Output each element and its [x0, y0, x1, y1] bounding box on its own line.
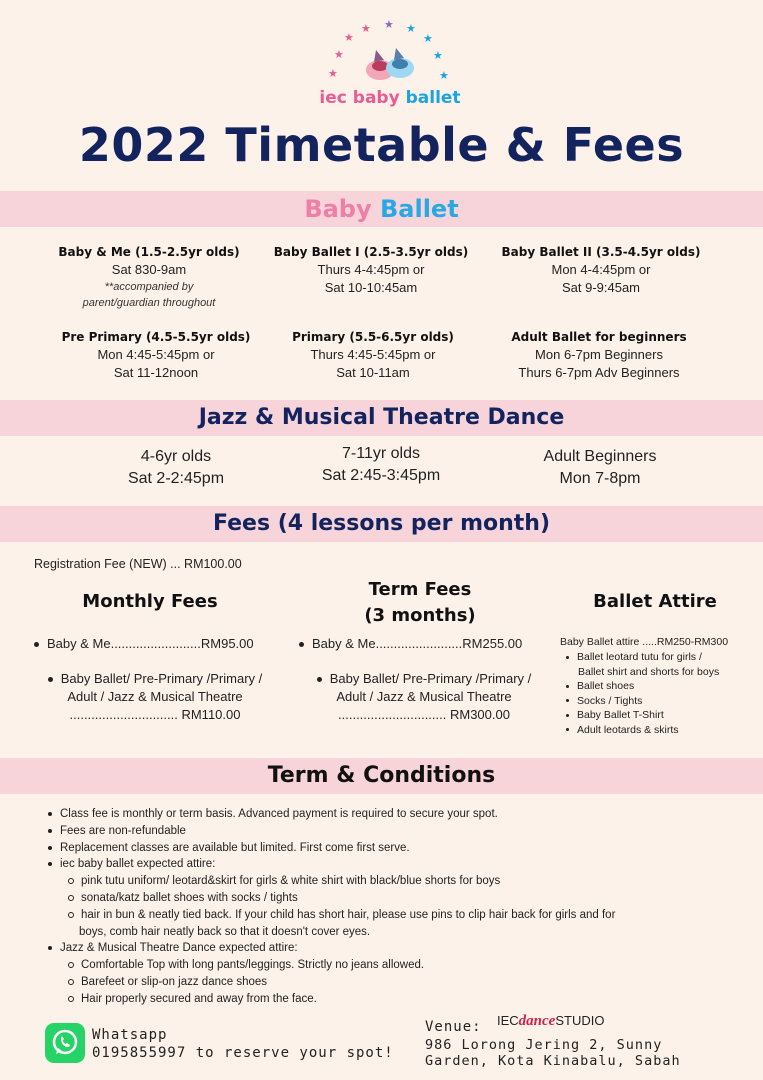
studio-logo-iec: IEC — [497, 1013, 519, 1028]
jazz-class-age: 4-6yr olds — [140, 448, 212, 465]
terms-subitem: hair in bun & neatly tied back. If your child has short hair, please use pins to clip hair back for girls and for — [48, 907, 748, 924]
terms-subitem: Hair properly secured and away from the face. — [48, 991, 748, 1008]
bullet-icon — [48, 829, 52, 833]
sub-bullet-icon — [68, 895, 74, 901]
terms-heading: Term & Conditions — [267, 763, 496, 788]
svg-text:★: ★ — [344, 31, 354, 44]
class-title: Baby Ballet I (2.5-3.5yr olds) — [273, 245, 469, 259]
bullet-icon — [48, 946, 52, 950]
jazz-class-kids — [96, 446, 256, 490]
logo-word-baby: baby — [352, 88, 400, 108]
bullet-icon — [566, 699, 569, 702]
jazz-class-age: Adult Beginners — [543, 448, 657, 465]
attire-item: Ballet leotard tutu for girls / — [566, 650, 756, 665]
ballet-attire-heading: Ballet Attire — [593, 591, 717, 612]
baby-ballet-heading-part1: Baby — [304, 195, 372, 223]
bullet-icon — [34, 642, 39, 647]
term-fees-heading-line1: Term Fees — [368, 579, 472, 600]
fee-text-line: Adult / Jazz & Musical Theatre — [336, 689, 512, 704]
bullet-icon — [48, 677, 53, 682]
terms-subitem: sonata/katz ballet shoes with socks / tights — [48, 890, 748, 907]
studio-logo-studio: STUDIO — [555, 1013, 605, 1028]
bullet-icon — [317, 677, 322, 682]
terms-subitem-cont: boys, comb hair neatly back so that it doesn't cover eyes. — [79, 925, 371, 938]
fee-text-line: Adult / Jazz & Musical Theatre — [67, 689, 243, 704]
terms-item: Jazz & Musical Theatre Dance expected attire: — [48, 940, 748, 957]
jazz-class-juniors — [296, 443, 466, 487]
class-title: Baby & Me (1.5-2.5yr olds) — [58, 245, 240, 259]
class-time: Sat 10-10:45am — [324, 280, 418, 295]
jazz-class-time: Sat 2:45-3:45pm — [321, 467, 441, 484]
svg-text:★: ★ — [423, 32, 433, 45]
monthly-fees-heading: Monthly Fees — [82, 591, 218, 612]
studio-logo-dance: dance — [518, 1013, 556, 1029]
class-note: parent/guardian throughout — [82, 297, 216, 309]
terms-subitem: Barefeet or slip-on jazz dance shoes — [48, 974, 748, 991]
bullet-icon — [566, 685, 569, 688]
attire-item-cont: Ballet shirt and shorts for boys — [578, 665, 720, 678]
whatsapp-icon[interactable] — [45, 1023, 85, 1063]
fee-text-line: .............................. RM110.00 — [69, 707, 241, 722]
class-baby-and-me — [40, 245, 258, 311]
class-title: Adult Ballet for beginners — [511, 330, 687, 344]
baby-ballet-heading-part2: Ballet — [379, 195, 459, 223]
studio-logo — [497, 1013, 604, 1030]
attire-item: Ballet shoes — [566, 679, 756, 694]
class-time: Sat 11-12noon — [113, 365, 199, 380]
svg-text:★: ★ — [439, 69, 449, 82]
ballet-shoes-star-logo-icon — [300, 10, 480, 90]
logo-word-iec: iec — [319, 88, 347, 108]
whatsapp-label: Whatsapp — [92, 1027, 168, 1043]
term-fee-baby-me — [299, 635, 522, 653]
class-pre-primary — [45, 330, 267, 382]
class-time: Thurs 6-7pm Adv Beginners — [518, 365, 680, 380]
svg-text:★: ★ — [406, 22, 416, 35]
class-time: Mon 4-4:45pm or — [551, 262, 651, 277]
attire-item: Adult leotards & skirts — [566, 723, 756, 738]
svg-text:★: ★ — [384, 18, 394, 31]
class-time: Thurs 4-4:45pm or — [317, 262, 425, 277]
class-note: **accompanied by — [104, 281, 194, 293]
class-title: Baby Ballet II (3.5-4.5yr olds) — [501, 245, 701, 259]
class-time: Sat 10-11am — [336, 365, 410, 380]
logo-word-ballet: ballet — [405, 88, 461, 108]
logo-wordmark — [300, 88, 480, 108]
terms-subitem: pink tutu uniform/ leotard&skirt for girls & white shirt with black/blue shorts for boys — [48, 873, 748, 890]
terms-item: iec baby ballet expected attire: — [48, 856, 748, 873]
attire-item: Baby Ballet T-Shirt — [566, 708, 756, 723]
jazz-class-adults — [510, 446, 690, 490]
monthly-fee-baby-me — [34, 635, 254, 653]
fee-text-line: Baby Ballet/ Pre-Primary /Primary / — [30, 670, 280, 688]
term-fees-heading-line2: (3 months) — [364, 605, 476, 626]
address-line2: Garden, Kota Kinabalu, Sabah — [425, 1053, 681, 1069]
monthly-fee-general — [30, 670, 280, 724]
terms-list — [48, 806, 748, 1008]
term-fees-heading — [310, 577, 530, 629]
bullet-icon — [48, 862, 52, 866]
jazz-class-time: Mon 7-8pm — [559, 470, 641, 487]
venue-label: Venue: — [425, 1019, 482, 1035]
address-line1: 986 Lorong Jering 2, Sunny — [425, 1037, 663, 1053]
bullet-icon — [299, 642, 304, 647]
jazz-heading: Jazz & Musical Theatre Dance — [198, 405, 565, 430]
fees-heading: Fees (4 lessons per month) — [212, 511, 551, 536]
class-time: Mon 4:45-5:45pm or — [97, 347, 215, 362]
class-baby-ballet-1 — [262, 245, 480, 297]
registration-fee: Registration Fee (NEW) ... RM100.00 — [34, 557, 242, 571]
attire-item: Socks / Tights — [566, 694, 756, 709]
class-time: Sat 830-9am — [111, 262, 187, 277]
page-title: 2022 Timetable & Fees — [78, 118, 685, 172]
class-primary — [266, 330, 480, 382]
sub-bullet-icon — [68, 996, 74, 1002]
fee-text: Baby & Me........................RM255.00 — [312, 636, 523, 651]
class-adult-ballet — [490, 330, 708, 382]
term-fee-general — [296, 670, 552, 724]
fee-text-line: .............................. RM300.00 — [338, 707, 510, 722]
bullet-icon — [566, 728, 569, 731]
terms-band — [0, 758, 763, 794]
class-title: Primary (5.5-6.5yr olds) — [292, 330, 454, 344]
svg-text:★: ★ — [328, 67, 338, 80]
class-time: Mon 6-7pm Beginners — [535, 347, 663, 362]
svg-text:★: ★ — [361, 22, 371, 35]
sub-bullet-icon — [68, 962, 74, 968]
bullet-icon — [566, 714, 569, 717]
class-title: Pre Primary (4.5-5.5yr olds) — [61, 330, 251, 344]
terms-item: Class fee is monthly or term basis. Advanced payment is required to secure your spot. — [48, 806, 748, 823]
svg-text:★: ★ — [433, 49, 443, 62]
terms-item: Fees are non-refundable — [48, 823, 748, 840]
bullet-icon — [566, 656, 569, 659]
whatsapp-number-line[interactable]: 0195855997 to reserve your spot! — [92, 1045, 394, 1061]
jazz-class-time: Sat 2-2:45pm — [127, 470, 225, 487]
jazz-class-age: 7-11yr olds — [342, 445, 420, 462]
class-baby-ballet-2 — [490, 245, 712, 297]
ballet-attire-intro: Baby Ballet attire .....RM250-RM300 — [560, 636, 729, 648]
baby-ballet-band — [0, 191, 763, 227]
sub-bullet-icon — [68, 878, 74, 884]
terms-subitem: Comfortable Top with long pants/leggings. Strictly no jeans allowed. — [48, 957, 748, 974]
svg-text:★: ★ — [334, 48, 344, 61]
baby-ballet-heading — [0, 191, 763, 227]
sub-bullet-icon — [68, 912, 74, 918]
bullet-icon — [48, 812, 52, 816]
fees-band — [0, 506, 763, 542]
class-time: Thurs 4:45-5:45pm or — [310, 347, 436, 362]
ballet-attire-list — [566, 650, 756, 737]
bullet-icon — [48, 846, 52, 850]
fee-text: Baby & Me.........................RM95.00 — [47, 636, 254, 651]
jazz-band — [0, 400, 763, 436]
brand-logo — [300, 10, 480, 115]
class-time: Sat 9-9:45am — [561, 280, 641, 295]
sub-bullet-icon — [68, 979, 74, 985]
fee-text-line: Baby Ballet/ Pre-Primary /Primary / — [296, 670, 552, 688]
terms-item: Replacement classes are available but limited. First come first serve. — [48, 840, 748, 857]
